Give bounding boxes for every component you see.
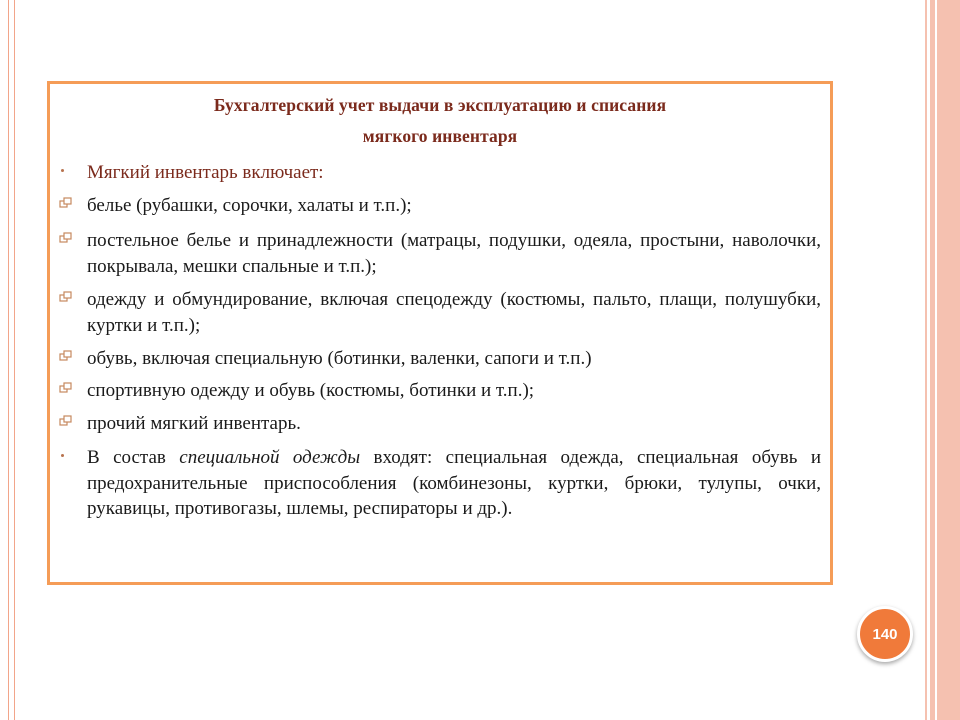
box-bullet-icon [59,378,73,400]
box-bullet-icon [59,411,73,433]
list-item-text: постельное белье и принадлежности (матрацы, подушки, одеяла, простыни, наволочки, покрывала, мешки спальные и т.п.); [87,230,821,277]
list-item-text: одежду и обмундирование, включая спецодежду (костюмы, пальто, плащи, полушубки, куртки и т.п.); [87,289,821,336]
slide-content-box [47,81,833,585]
list-item-text: обувь, включая специальную (ботинки, валенки, сапоги и т.п.) [87,348,592,369]
slide-title-line1: Бухгалтерский учет выдачи в эксплуатацию и списания [213,95,667,115]
list-item [87,287,821,338]
special-suffix: входят: специальная одежда, специальная обувь и предохранительные приспособления (комбинезоны, куртки, брюки, тулупы, очки, рукавицы, противогазы, шлемы, респираторы и др.). [87,447,821,519]
list-item [87,378,821,404]
box-bullet-icon [59,193,73,215]
list-item-text: прочий мягкий инвентарь. [87,413,301,434]
special-prefix: В состав [87,447,180,468]
lead-list-item [87,160,821,186]
left-border-decoration [8,0,15,720]
dot-bullet-icon [59,160,73,182]
dot-bullet-icon [59,445,73,467]
page-number-badge: 140 [857,606,913,662]
box-bullet-icon [59,228,73,250]
right-border-decoration [922,0,960,720]
list-item [87,346,821,372]
box-bullet-icon [59,346,73,368]
list-item-text: белье (рубашки, сорочки, халаты и т.п.); [87,195,412,216]
lead-text: Мягкий инвентарь включает: [87,162,324,183]
list-item [87,193,821,219]
slide-title-line2: мягкого инвентаря [362,126,518,146]
list-item [87,411,821,437]
list-item [87,228,821,279]
special-clothing-item [87,445,821,522]
box-bullet-icon [59,287,73,309]
special-emphasis: специальной одежды [179,447,361,468]
list-item-text: спортивную одежду и обувь (костюмы, ботинки и т.п.); [87,380,535,401]
